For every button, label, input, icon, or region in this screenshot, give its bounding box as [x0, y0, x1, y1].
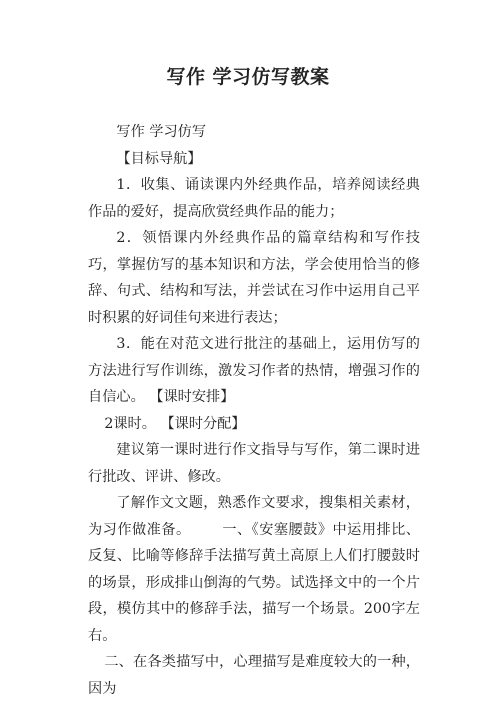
paragraph: 3．能在对范文进行批注的基础上，运用仿写的方法进行写作训练，激发习作者的热情，增强习作的自信心。 【课时安排】 — [88, 336, 420, 405]
paragraph: 2课时。 【课时分配】 — [104, 415, 246, 432]
paragraph-text: 了解作文文题，熟悉作文要求，搜集相关素材，为习作做准备。 — [88, 495, 420, 538]
paragraph — [88, 490, 420, 649]
paragraph: 2．领悟课内外经典作品的篇章结构和写作技巧，掌握仿写的基本知识和方法，学会使用恰当的修辞、句式、结构和写法，并尝试在习作中运用自己平时积累的好词佳句来进行表达； — [88, 230, 420, 326]
document-title: 写作 学习仿写教案 — [166, 66, 330, 88]
paragraph: 1．收集、诵读课内外经典作品，培养阅读经典作品的爱好，提高欣赏经典作品的能力； — [88, 177, 420, 220]
section-heading: 【目标导航】 — [116, 150, 202, 167]
paragraph: 写作 学习仿写 — [116, 124, 207, 140]
paragraph: 建议第一课时进行作文指导与写作，第二课时进行批改、评讲、修改。 — [88, 442, 420, 485]
paragraph-text: 一、《安塞腰鼓》中运用排比、反复、比喻等修辞手法描写黄土高原上人们打腰鼓时的场景，形成排山倒海的气势。试选择文中的一个片段，模仿其中的修辞手法，描写一个场景。200字左右。 — [88, 521, 420, 644]
document-body — [88, 119, 420, 702]
paragraph: 二、在各类描写中，心理描写是难度较大的一种，因为 — [88, 654, 420, 697]
